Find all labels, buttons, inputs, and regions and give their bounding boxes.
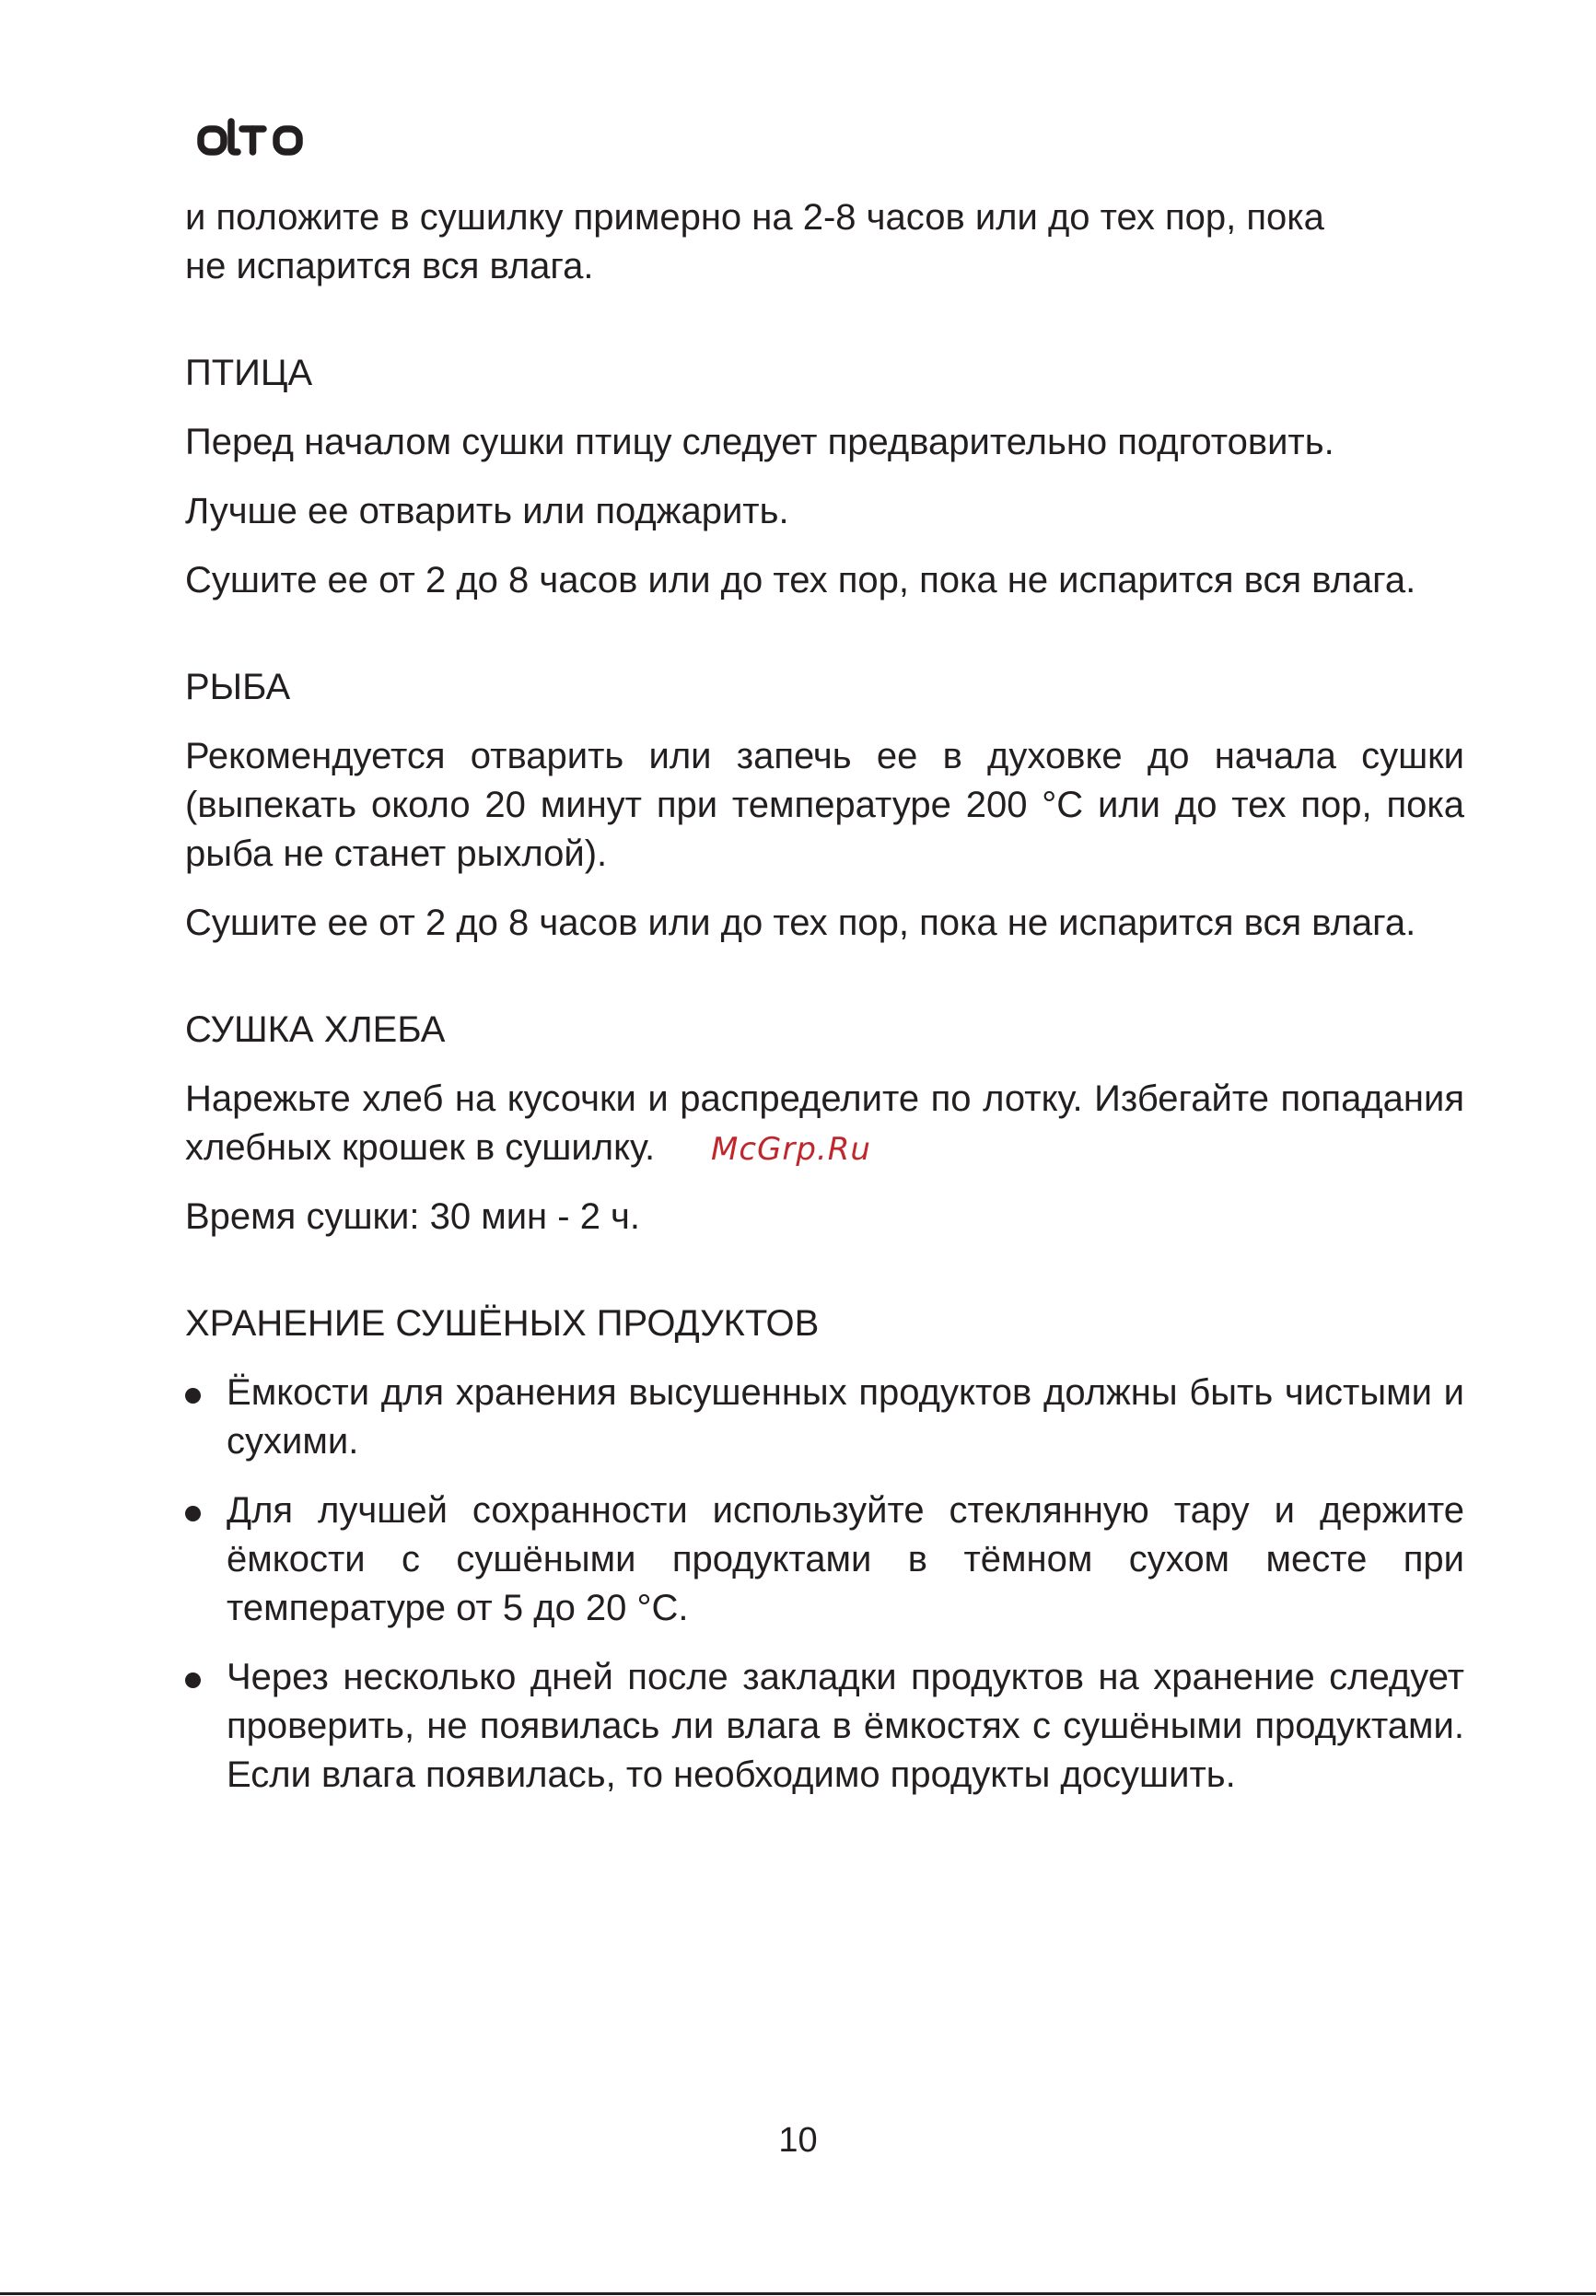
bullet-dot-icon [185, 1672, 201, 1688]
bullet-text: Ёмкости для хранения высушенных продуктов должны быть чистыми и сухими. [227, 1372, 1464, 1462]
bullet-dot-icon [185, 1388, 201, 1404]
list-item [185, 1486, 1464, 1633]
page-content [185, 193, 1464, 1820]
bullet-text: Через несколько дней после закладки продуктов на хранение следует проверить, не появилась ли влага в ёмкостях с сушёными продуктами. Если влага появилась, то необходимо продукты досушить. [227, 1657, 1464, 1795]
bread-paragraph-2: Время сушки: 30 мин - 2 ч. [185, 1196, 641, 1237]
poultry-paragraph-3: Сушите ее от 2 до 8 часов или до тех пор, пока не испарится вся влага. [185, 560, 1416, 600]
intro-line-1: и положите в сушилку примерно на 2-8 часов или до тех пор, пока [185, 197, 1324, 238]
bullet-text: Для лучшей сохранности используйте стеклянную тару и держите ёмкости с сушёными продуктами в тёмном сухом месте при температуре от 5 до 20 °С. [227, 1490, 1464, 1628]
fish-paragraph-2: Сушите ее от 2 до 8 часов или до тех пор, пока не испарится вся влага. [185, 903, 1416, 943]
page-bottom-border [0, 2292, 1596, 2295]
poultry-paragraph-1: Перед началом сушки птицу следует предварительно подготовить. [185, 422, 1334, 462]
intro-line-2: не испарится вся влага. [185, 246, 594, 286]
storage-bullet-list [185, 1369, 1464, 1800]
section-title-poultry: ПТИЦА [185, 353, 313, 393]
olto-logo [197, 116, 304, 157]
intro-paragraph [185, 193, 1464, 291]
page-number: 10 [778, 2121, 818, 2160]
poultry-paragraph-2: Лучше ее отварить или поджарить. [185, 491, 789, 531]
list-item [185, 1653, 1464, 1800]
section-title-storage: ХРАНЕНИЕ СУШЁНЫХ ПРОДУКТОВ [185, 1303, 820, 1344]
watermark: McGrp.Ru [711, 1131, 871, 1168]
fish-paragraph-1: Рекомендуется отварить или запечь ее в духовке до начала сушки (выпекать около 20 минут при температуре 200 °С или до тех пор, пока рыба не станет рыхлой). [185, 736, 1464, 874]
list-item [185, 1369, 1464, 1466]
bullet-dot-icon [185, 1506, 201, 1521]
bread-paragraph-1: Нарежьте хлеб на кусочки и распределите по лотку. Избегайте попадания хлебных крошек в сушилку. [185, 1078, 1464, 1168]
section-title-bread: СУШКА ХЛЕБА [185, 1009, 446, 1050]
section-title-fish: РЫБА [185, 667, 291, 707]
